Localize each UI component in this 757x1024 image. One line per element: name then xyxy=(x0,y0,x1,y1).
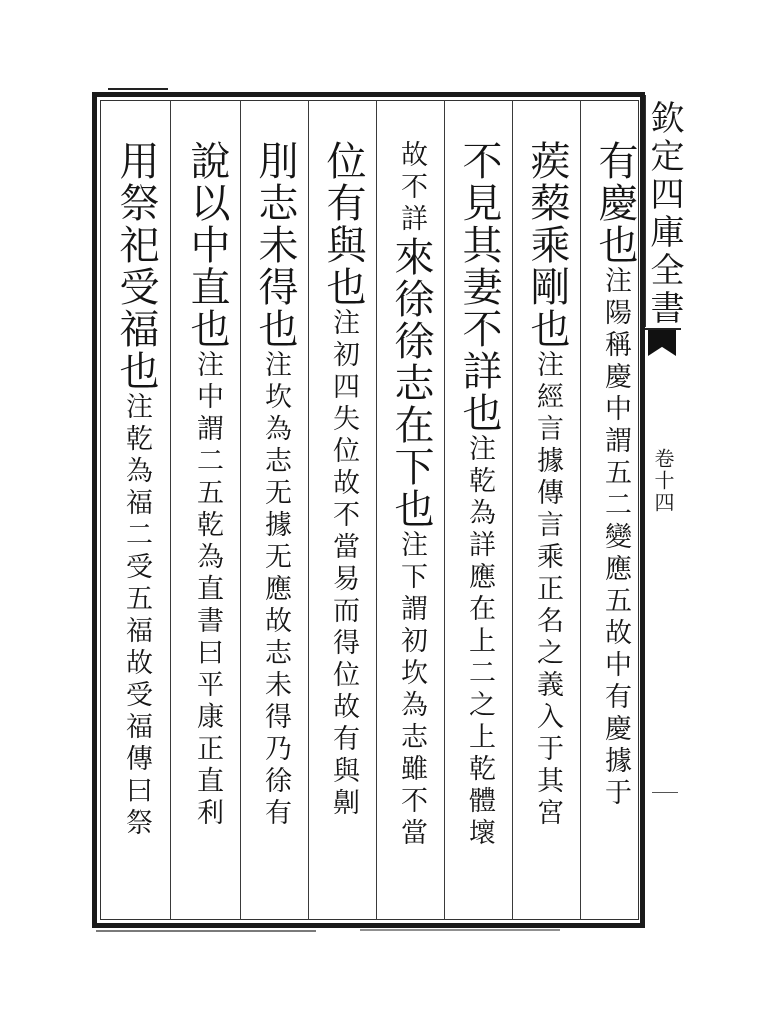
column-rule xyxy=(376,100,377,920)
main-text: 不見其妻不詳也 xyxy=(456,140,502,434)
fishtail-mark xyxy=(648,330,676,356)
column-rule xyxy=(240,100,241,920)
column-rule xyxy=(444,100,445,920)
note-marker: 注 xyxy=(192,350,223,382)
fishtail-rule xyxy=(645,328,681,330)
margin-tick xyxy=(652,792,678,793)
commentary-text: 陽稱慶中謂五二變應五故中有慶據于 xyxy=(600,298,631,810)
text-column-7 xyxy=(177,140,237,920)
text-column-1 xyxy=(585,140,645,920)
book-title: 欽定四庫全書 xyxy=(644,100,684,328)
note-marker: 注 xyxy=(328,308,359,340)
text-column-3 xyxy=(449,140,509,920)
main-text: 蒺蔾乘剛也 xyxy=(524,140,570,350)
column-rule xyxy=(170,100,171,920)
text-column-5 xyxy=(313,140,373,920)
commentary-text: 中謂二五乾為直書曰平康正直利 xyxy=(192,382,223,830)
note-marker: 注 xyxy=(600,266,631,298)
commentary-text: 初四失位故不當易而得位故有與劓 xyxy=(328,340,359,820)
note-marker: 注 xyxy=(396,530,427,562)
text-column-4 xyxy=(381,140,441,920)
main-text: 位有與也 xyxy=(320,140,366,308)
text-column-2 xyxy=(517,140,577,920)
commentary-text: 乾為詳應在上二之上乾體壞 xyxy=(464,466,495,850)
column-rule xyxy=(580,100,581,920)
text-column-8 xyxy=(106,140,166,920)
note-marker: 注 xyxy=(260,350,291,382)
commentary-text: 坎為志无據无應故志未得乃徐有 xyxy=(260,382,291,830)
main-text: 來徐徐志在下也 xyxy=(388,236,434,530)
commentary-continued: 故不詳 xyxy=(396,140,427,236)
scan-speck xyxy=(96,930,316,932)
column-rule xyxy=(512,100,513,920)
text-column-6 xyxy=(245,140,305,920)
note-marker: 注 xyxy=(121,392,152,424)
commentary-text: 乾為福二受五福故受福傳曰祭 xyxy=(121,424,152,840)
main-text: 用祭祀受福也 xyxy=(113,140,159,392)
commentary-text: 經言據傳言乘正名之義入于其宮 xyxy=(532,382,563,830)
main-text: 刖志未得也 xyxy=(252,140,298,350)
note-marker: 注 xyxy=(532,350,563,382)
volume-number: 卷十四 xyxy=(651,448,675,514)
scan-speck xyxy=(108,88,168,90)
scan-speck xyxy=(360,929,560,931)
main-text: 說以中直也 xyxy=(184,140,230,350)
commentary-text: 下謂初坎為志雖不當 xyxy=(396,562,427,850)
column-rule xyxy=(308,100,309,920)
note-marker: 注 xyxy=(464,434,495,466)
main-text: 有慶也 xyxy=(592,140,638,266)
